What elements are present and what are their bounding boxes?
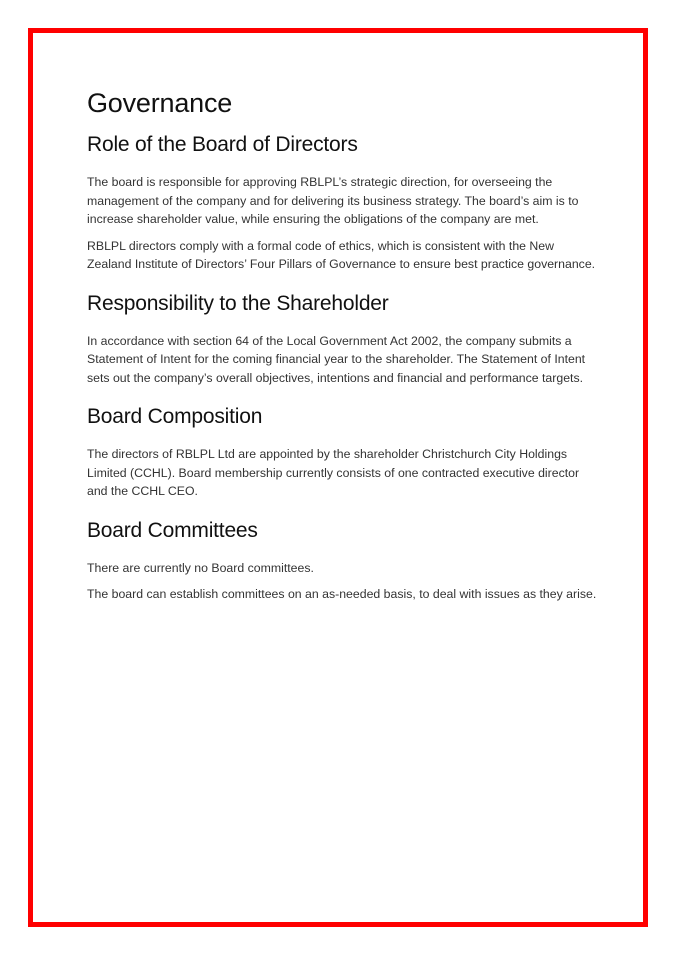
- document-page: [28, 28, 648, 927]
- section-paragraph: In accordance with section 64 of the Local Government Act 2002, the company submits a Statement of Intent for the coming financial year to the shareholder. The Statement of Intent sets out the company’s overall objectives, intentions and financial and performance targets.: [87, 333, 586, 385]
- section-heading: Board Committees: [87, 518, 258, 542]
- page-content: [87, 88, 599, 622]
- section-paragraph: The board is responsible for approving RBLPL’s strategic direction, for overseeing the management of the company and for delivering its business strategy. The board’s aim is to increase shareholder value, while ensuring the obligations of the company are met.: [87, 175, 579, 226]
- section-paragraph: RBLPL directors comply with a formal code of ethics, which is consistent with the New Zealand Institute of Directors’ Four Pillars of Governance to ensure best practice governance.: [87, 238, 596, 271]
- section-paragraph: The directors of RBLPL Ltd are appointed by the shareholder Christchurch City Holdings Limited (CCHL). Board membership currently consists of one contracted executive director and the CCHL CEO.: [87, 447, 580, 498]
- section-responsibility-to-shareholder: [87, 292, 599, 388]
- section-board-composition: [87, 405, 599, 501]
- section-paragraph: The board can establish committees on an as-needed basis, to deal with issues as they arise.: [87, 587, 597, 601]
- section-role-of-board: [87, 133, 599, 274]
- section-heading: Board Composition: [87, 405, 263, 428]
- page-title: Governance: [87, 88, 233, 118]
- section-heading: Role of the Board of Directors: [87, 133, 358, 156]
- section-board-committees: [87, 519, 599, 604]
- section-paragraph: There are currently no Board committees.: [87, 560, 314, 575]
- section-heading: Responsibility to the Shareholder: [87, 291, 389, 315]
